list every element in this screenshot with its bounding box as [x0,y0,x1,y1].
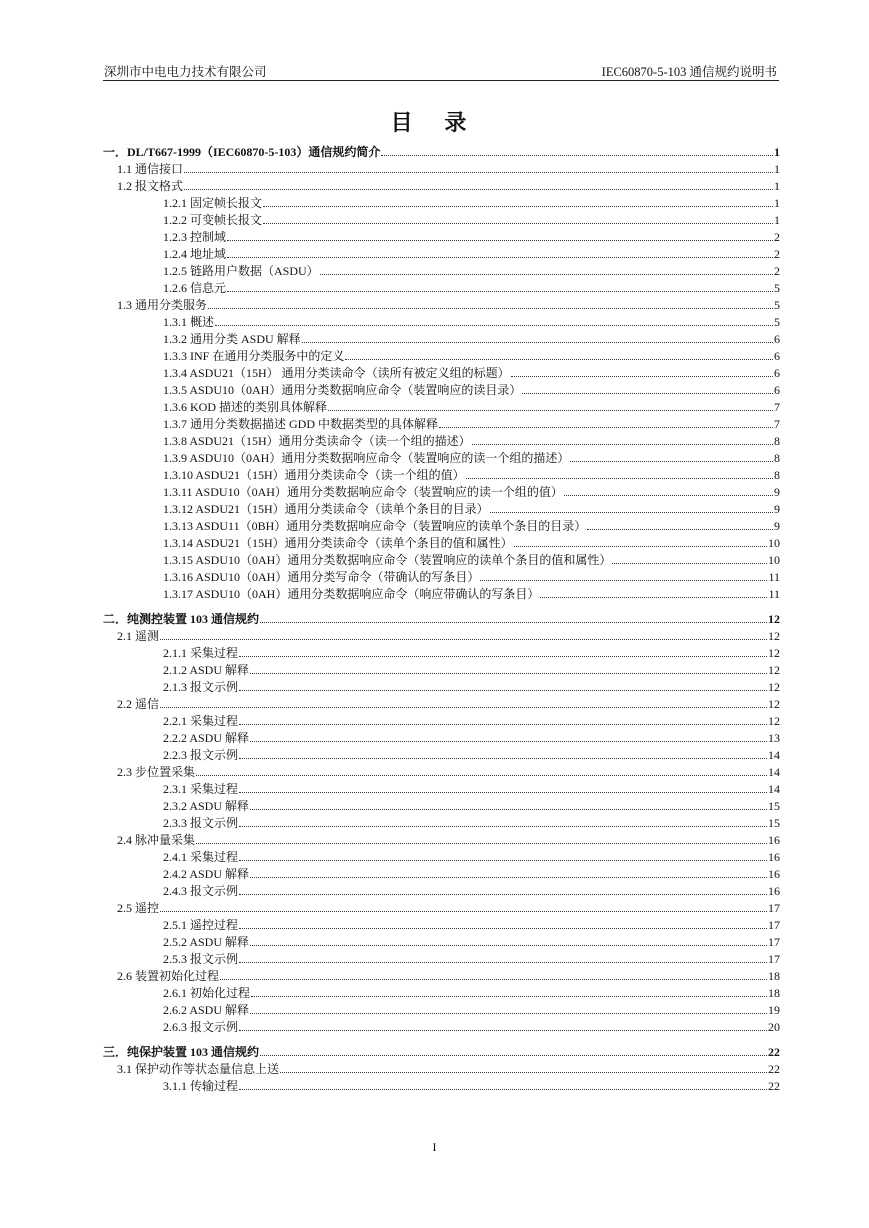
toc-entry-title: 2.4 脉冲量采集 [117,833,196,847]
toc-leader-dots [263,223,773,224]
toc-entry-title: 2.1.1 采集过程 [163,646,239,660]
toc-entry[interactable] [103,432,780,449]
toc-entry-title: 2.2.1 采集过程 [163,714,239,728]
toc-entry[interactable] [103,466,780,483]
toc-entry-page: 6 [774,332,780,346]
toc-entry-page: 5 [774,315,780,329]
toc-leader-dots [587,529,773,530]
toc-entry[interactable] [103,1077,780,1094]
toc-entry-title: 1.2.4 地址域 [163,247,227,261]
toc-leader-dots [220,979,767,980]
toc-entry[interactable] [103,245,780,262]
toc-entry-page: 6 [774,383,780,397]
toc-entry-page: 7 [774,400,780,414]
toc-entry-title: 2.5.1 遥控过程 [163,918,239,932]
toc-entry-title: 2.2.2 ASDU 解释 [163,731,250,745]
toc-entry-title: 1.2.2 可变帧长报文 [163,213,263,227]
toc-leader-dots [239,1089,767,1090]
toc-leader-dots [280,1072,767,1073]
toc-entry-title: 1.3.13 ASDU11（0BH）通用分类数据响应命令（装置响应的读单个条目的目录） [163,519,587,533]
toc-entry-page: 6 [774,349,780,363]
toc-leader-dots [239,928,767,929]
toc-entry-page: 2 [774,264,780,278]
toc-leader-dots [196,843,767,844]
toc-leader-dots [511,376,773,377]
toc-entry[interactable] [103,763,780,780]
toc-leader-dots [250,877,767,878]
toc-leader-dots [227,240,773,241]
toc-entry[interactable] [103,211,780,228]
toc-leader-dots [239,894,767,895]
toc-entry-title: 2.2.3 报文示例 [163,748,239,762]
toc-leader-dots [250,741,767,742]
toc-entry-page: 5 [774,281,780,295]
toc-leader-dots [570,461,773,462]
toc-leader-dots [263,206,773,207]
toc-leader-dots [239,860,767,861]
toc-leader-dots [345,359,773,360]
table-of-contents [103,143,780,1094]
toc-entry[interactable] [103,814,780,831]
toc-leader-dots [215,325,773,326]
toc-entry[interactable] [103,916,780,933]
toc-entry-page: 12 [768,697,780,711]
toc-title: 目 录 [390,111,479,136]
toc-entry-title: 2.1 遥测 [117,629,160,643]
toc-entry[interactable] [103,1018,780,1035]
toc-entry-page: 7 [774,417,780,431]
toc-leader-dots [208,308,773,309]
toc-entry-title: 2.6.1 初始化过程 [163,986,251,1000]
toc-leader-dots [302,342,773,343]
toc-entry-page: 1 [774,179,780,193]
toc-entry-title: 1.3.5 ASDU10（0AH）通用分类数据响应命令（装置响应的读目录） [163,383,522,397]
toc-entry-page: 22 [768,1045,780,1059]
toc-leader-dots [227,291,773,292]
toc-entry-page: 9 [774,519,780,533]
toc-entry-page: 19 [768,1003,780,1017]
toc-entry-page: 14 [768,765,780,779]
toc-entry-title: 三．纯保护装置 103 通信规约 [103,1045,260,1059]
toc-entry-title: 2.3 步位置采集 [117,765,196,779]
toc-entry-title: 1.3.4 ASDU21（15H） 通用分类读命令（读所有被定义组的标题） [163,366,510,380]
toc-entry[interactable] [103,364,780,381]
toc-leader-dots [184,172,773,173]
toc-entry-page: 8 [774,434,780,448]
page-number: I [432,1140,437,1154]
toc-leader-dots [466,478,773,479]
toc-leader-dots [239,656,767,657]
toc-entry[interactable] [103,831,780,848]
toc-entry-title: 1.3.15 ASDU10（0AH）通用分类数据响应命令（装置响应的读单个条目的值和属性） [163,553,612,567]
toc-entry-page: 17 [768,952,780,966]
toc-entry[interactable] [103,551,780,568]
toc-entry-page: 1 [774,196,780,210]
toc-entry-page: 22 [768,1062,780,1076]
toc-entry[interactable] [103,313,780,330]
toc-entry-page: 1 [774,213,780,227]
toc-entry[interactable] [103,330,780,347]
toc-entry-page: 16 [768,850,780,864]
toc-entry-page: 8 [774,451,780,465]
toc-entry[interactable] [103,143,780,160]
section-spacer [103,1035,780,1043]
toc-entry[interactable] [103,678,780,695]
toc-entry[interactable] [103,695,780,712]
toc-entry-page: 2 [774,247,780,261]
toc-entry[interactable] [103,967,780,984]
toc-entry[interactable] [103,610,780,627]
toc-leader-dots [160,911,767,912]
toc-leader-dots [239,758,767,759]
toc-entry-title: 2.3.1 采集过程 [163,782,239,796]
toc-entry[interactable] [103,865,780,882]
toc-leader-dots [239,1030,767,1031]
toc-entry-title: 2.6.3 报文示例 [163,1020,239,1034]
toc-entry[interactable] [103,984,780,1001]
toc-leader-dots [480,580,767,581]
toc-leader-dots [196,775,767,776]
toc-entry[interactable] [103,899,780,916]
toc-leader-dots [260,622,767,623]
toc-leader-dots [328,410,773,411]
header-rule [103,80,779,81]
toc-entry[interactable] [103,1043,780,1060]
toc-entry-page: 2 [774,230,780,244]
toc-entry-page: 10 [768,536,780,550]
toc-entry-title: 1.3.10 ASDU21（15H）通用分类读命令（读一个组的值） [163,468,465,482]
toc-entry[interactable] [103,228,780,245]
toc-entry-title: 1.3.3 INF 在通用分类服务中的定义 [163,349,345,363]
toc-entry-page: 8 [774,468,780,482]
toc-leader-dots [381,155,773,156]
toc-entry[interactable] [103,585,780,602]
toc-entry-title: 1.1 通信接口 [117,162,184,176]
toc-entry-page: 14 [768,782,780,796]
toc-entry-title: 1.3.12 ASDU21（15H）通用分类读命令（读单个条目的目录） [163,502,489,516]
toc-entry[interactable] [103,644,780,661]
toc-entry-title: 3.1 保护动作等状态量信息上送 [117,1062,280,1076]
toc-entry[interactable] [103,1001,780,1018]
toc-entry-title: 2.3.3 报文示例 [163,816,239,830]
toc-entry-page: 18 [768,986,780,1000]
toc-entry[interactable] [103,160,780,177]
toc-leader-dots [522,393,773,394]
toc-entry-page: 17 [768,901,780,915]
toc-entry[interactable] [103,279,780,296]
toc-entry[interactable] [103,296,780,313]
toc-leader-dots [250,1013,767,1014]
toc-entry-title: 2.5.3 报文示例 [163,952,239,966]
toc-entry[interactable] [103,194,780,211]
toc-entry-page: 22 [768,1079,780,1093]
toc-leader-dots [239,962,767,963]
toc-entry[interactable] [103,262,780,279]
toc-entry-title: 1.2.6 信息元 [163,281,227,295]
toc-leader-dots [250,945,767,946]
toc-entry-page: 12 [768,680,780,694]
toc-entry-title: 1.2.5 链路用户数据（ASDU） [163,264,319,278]
toc-entry-title: 1.2 报文格式 [117,179,184,193]
toc-entry-title: 2.4.3 报文示例 [163,884,239,898]
toc-leader-dots [439,427,773,428]
toc-entry[interactable] [103,449,780,466]
toc-entry-title: 2.1.3 报文示例 [163,680,239,694]
toc-entry-page: 11 [768,570,780,584]
toc-entry-title: 1.3.11 ASDU10（0AH）通用分类数据响应命令（装置响应的读一个组的值） [163,485,563,499]
toc-entry[interactable] [103,177,780,194]
toc-entry[interactable] [103,500,780,517]
toc-leader-dots [250,673,767,674]
toc-entry-page: 16 [768,867,780,881]
toc-entry-page: 14 [768,748,780,762]
toc-leader-dots [540,597,767,598]
toc-entry-title: 1.3.2 通用分类 ASDU 解释 [163,332,301,346]
toc-entry-title: 2.4.2 ASDU 解释 [163,867,250,881]
toc-entry-title: 1.3 通用分类服务 [117,298,208,312]
toc-entry-page: 9 [774,502,780,516]
toc-leader-dots [564,495,773,496]
toc-entry-page: 16 [768,833,780,847]
toc-entry[interactable] [103,729,780,746]
toc-entry-title: 1.3.1 概述 [163,315,215,329]
toc-leader-dots [239,724,767,725]
toc-leader-dots [251,996,767,997]
toc-entry[interactable] [103,950,780,967]
toc-leader-dots [472,444,773,445]
toc-entry[interactable] [103,746,780,763]
toc-entry[interactable] [103,534,780,551]
toc-entry-title: 二．纯测控装置 103 通信规约 [103,612,260,626]
toc-entry-title: 1.3.17 ASDU10（0AH）通用分类数据响应命令（响应带确认的写条目） [163,587,540,601]
toc-entry[interactable] [103,517,780,534]
toc-entry[interactable] [103,780,780,797]
toc-leader-dots [490,512,773,513]
toc-leader-dots [160,707,767,708]
toc-leader-dots [160,639,767,640]
toc-entry-title: 1.3.14 ASDU21（15H）通用分类读命令（读单个条目的值和属性） [163,536,513,550]
toc-leader-dots [260,1055,767,1056]
toc-entry-title: 2.3.2 ASDU 解释 [163,799,250,813]
toc-entry[interactable] [103,933,780,950]
toc-entry[interactable] [103,483,780,500]
toc-entry-title: 一．DL/T667-1999（IEC60870-5-103）通信规约简介 [103,145,381,159]
toc-entry-title: 1.3.6 KOD 描述的类别具体解释 [163,400,327,414]
toc-leader-dots [227,257,773,258]
toc-entry-page: 10 [768,553,780,567]
toc-entry[interactable] [103,882,780,899]
toc-entry[interactable] [103,627,780,644]
toc-entry-title: 2.5 遥控 [117,901,160,915]
toc-entry-title: 1.3.9 ASDU10（0AH）通用分类数据响应命令（装置响应的读一个组的描述） [163,451,570,465]
toc-entry-page: 17 [768,918,780,932]
toc-entry-title: 2.4.1 采集过程 [163,850,239,864]
toc-entry-page: 15 [768,816,780,830]
toc-entry-page: 9 [774,485,780,499]
toc-entry-title: 2.2 遥信 [117,697,160,711]
toc-entry[interactable] [103,568,780,585]
toc-entry-page: 12 [768,663,780,677]
toc-entry-title: 2.6.2 ASDU 解释 [163,1003,250,1017]
toc-entry-page: 20 [768,1020,780,1034]
toc-entry-page: 15 [768,799,780,813]
toc-entry-title: 1.2.1 固定帧长报文 [163,196,263,210]
toc-entry-page: 12 [768,629,780,643]
toc-entry[interactable] [103,797,780,814]
toc-entry-page: 1 [774,162,780,176]
section-spacer [103,602,780,610]
toc-leader-dots [514,546,767,547]
toc-leader-dots [239,690,767,691]
toc-entry-title: 1.3.8 ASDU21（15H）通用分类读命令（读一个组的描述） [163,434,471,448]
toc-entry-page: 16 [768,884,780,898]
toc-entry[interactable] [103,1060,780,1077]
toc-entry-page: 12 [768,714,780,728]
toc-entry-title: 1.3.16 ASDU10（0AH）通用分类写命令（带确认的写条目） [163,570,480,584]
toc-leader-dots [320,274,773,275]
header-company: 深圳市中电电力技术有限公司 [104,65,267,79]
toc-entry[interactable] [103,661,780,678]
toc-entry-page: 12 [768,646,780,660]
toc-entry-title: 2.5.2 ASDU 解释 [163,935,250,949]
toc-entry[interactable] [103,415,780,432]
toc-entry-page: 5 [774,298,780,312]
toc-entry-title: 1.2.3 控制域 [163,230,227,244]
toc-entry[interactable] [103,398,780,415]
toc-entry[interactable] [103,347,780,364]
toc-leader-dots [612,563,767,564]
toc-leader-dots [250,809,767,810]
toc-entry-page: 12 [768,612,780,626]
toc-entry-page: 13 [768,731,780,745]
toc-entry[interactable] [103,381,780,398]
toc-entry-page: 17 [768,935,780,949]
toc-leader-dots [239,826,767,827]
toc-entry-title: 3.1.1 传输过程 [163,1079,239,1093]
toc-leader-dots [239,792,767,793]
toc-entry-page: 11 [768,587,780,601]
toc-entry-page: 18 [768,969,780,983]
toc-entry-title: 1.3.7 通用分类数据描述 GDD 中数据类型的具体解释 [163,417,438,431]
toc-entry[interactable] [103,712,780,729]
toc-entry-title: 2.1.2 ASDU 解释 [163,663,250,677]
header-document-title: IEC60870-5-103 通信规约说明书 [601,65,777,79]
toc-entry-title: 2.6 装置初始化过程 [117,969,220,983]
toc-entry[interactable] [103,848,780,865]
toc-entry-page: 6 [774,366,780,380]
toc-entry-page: 1 [774,145,780,159]
toc-leader-dots [184,189,773,190]
